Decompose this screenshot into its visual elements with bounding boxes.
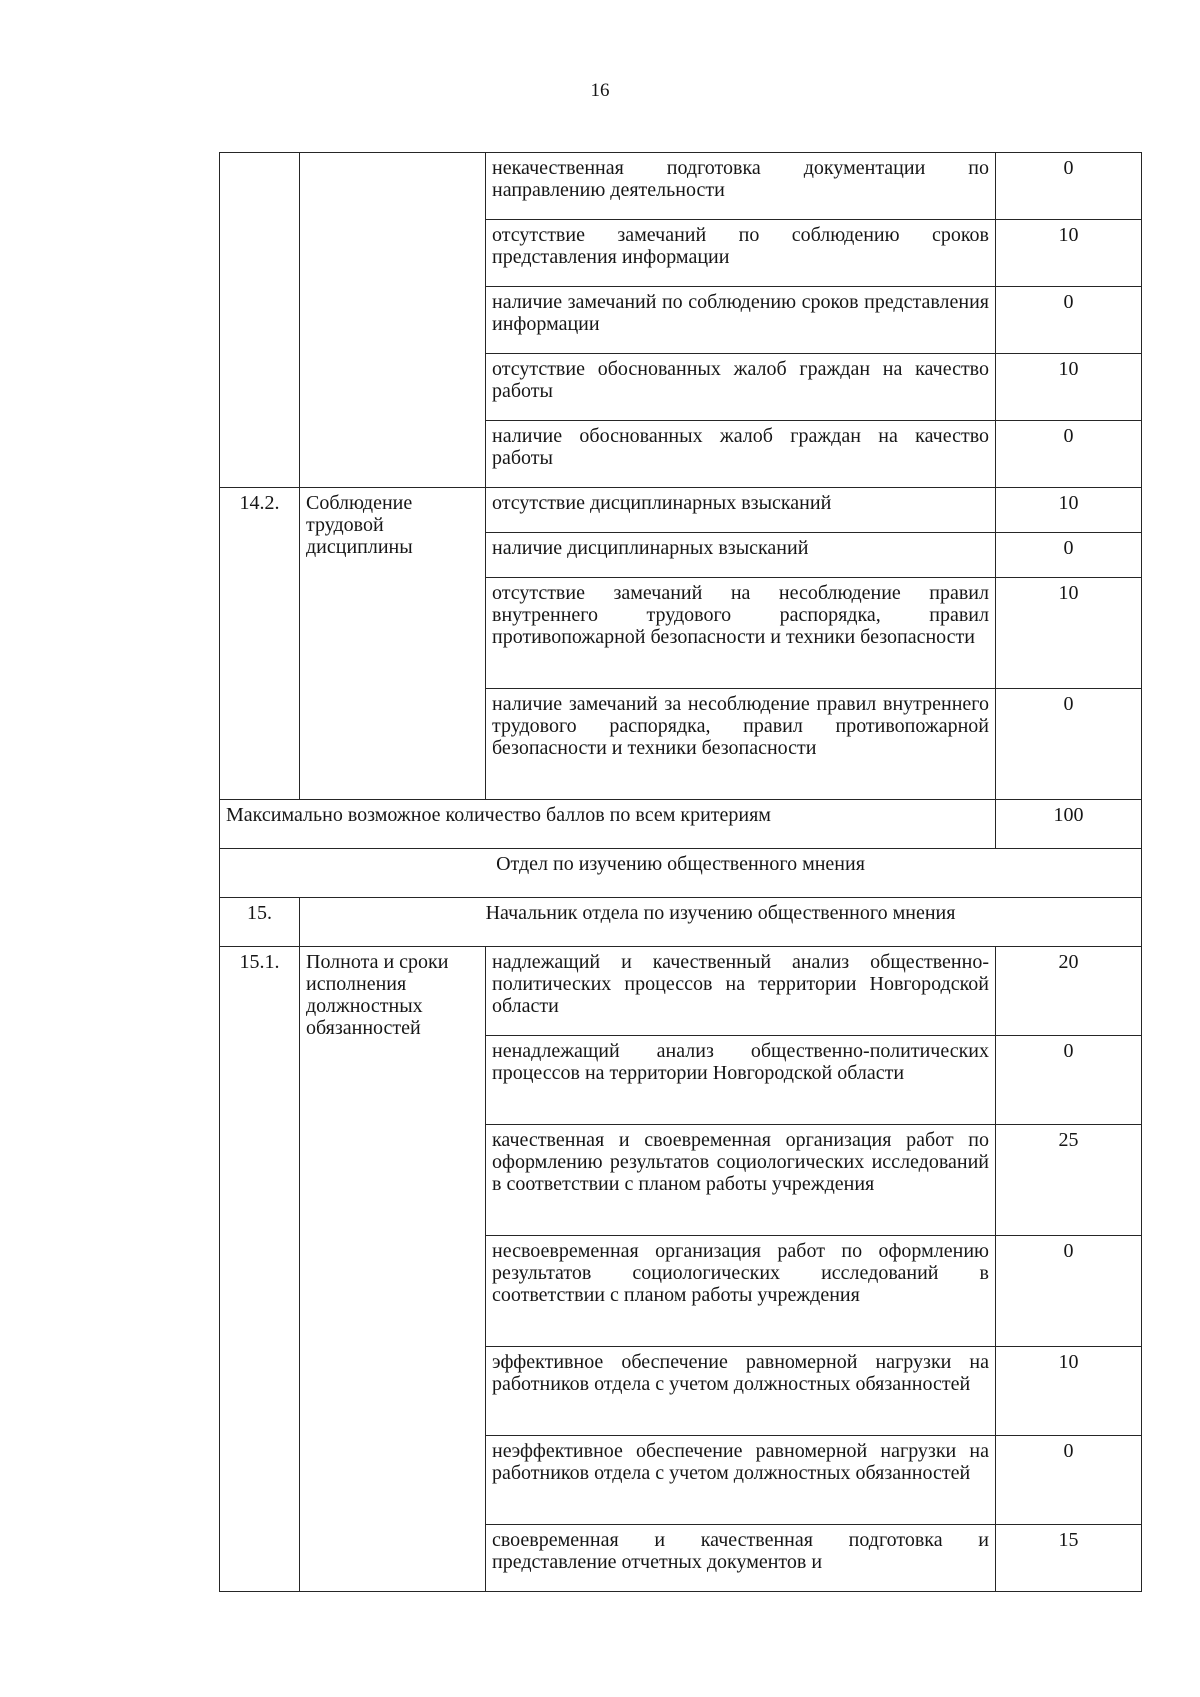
total-row <box>220 800 1142 849</box>
table-row <box>220 488 1142 533</box>
score-cell: 10 <box>996 220 1142 287</box>
table-row <box>220 153 1142 220</box>
indicator-cell: наличие обоснованных жалоб граждан на качество работы <box>486 421 996 488</box>
criterion-name: Полнота и сроки исполнения должностных обязанностей <box>300 947 486 1592</box>
score-cell: 10 <box>996 578 1142 689</box>
criteria-table <box>219 152 1142 1592</box>
score-cell: 10 <box>996 488 1142 533</box>
indicator-cell: наличие замечаний за несоблюдение правил внутреннего трудового распорядка, правил противопожарной безопасности и техники безопасности <box>486 689 996 800</box>
criterion-cell-empty <box>300 153 486 488</box>
number-cell-empty <box>220 153 300 488</box>
score-cell: 0 <box>996 287 1142 354</box>
position-row <box>220 898 1142 947</box>
indicator-cell: эффективное обеспечение равномерной нагрузки на работников отдела с учетом должностных обязанностей <box>486 1347 996 1436</box>
score-cell: 0 <box>996 1036 1142 1125</box>
score-cell: 0 <box>996 153 1142 220</box>
indicator-cell: качественная и своевременная организация работ по оформлению результатов социологических исследований в соответствии с планом работы учреждения <box>486 1125 996 1236</box>
indicator-cell: отсутствие обоснованных жалоб граждан на качество работы <box>486 354 996 421</box>
score-cell: 20 <box>996 947 1142 1036</box>
page-number: 16 <box>590 80 610 101</box>
score-cell: 0 <box>996 1436 1142 1525</box>
criteria-table-wrapper <box>219 152 1141 1592</box>
score-cell: 0 <box>996 533 1142 578</box>
criterion-name: Соблюдение трудовой дисциплины <box>300 488 486 800</box>
criterion-number: 14.2. <box>220 488 300 800</box>
score-cell: 10 <box>996 354 1142 421</box>
indicator-cell: своевременная и качественная подготовка и представление отчетных документов и <box>486 1525 996 1592</box>
indicator-cell: ненадлежащий анализ общественно-политических процессов на территории Новгородской области <box>486 1036 996 1125</box>
section-row <box>220 849 1142 898</box>
position-number: 15. <box>220 898 300 947</box>
indicator-cell: неэффективное обеспечение равномерной нагрузки на работников отдела с учетом должностных обязанностей <box>486 1436 996 1525</box>
score-cell: 25 <box>996 1125 1142 1236</box>
indicator-cell: наличие дисциплинарных взысканий <box>486 533 996 578</box>
total-label: Максимально возможное количество баллов по всем критериям <box>220 800 996 849</box>
indicator-cell: отсутствие замечаний на несоблюдение правил внутреннего трудового распорядка, правил противопожарной безопасности и техники безопасности <box>486 578 996 689</box>
indicator-cell: некачественная подготовка документации по направлению деятельности <box>486 153 996 220</box>
total-score: 100 <box>996 800 1142 849</box>
score-cell: 0 <box>996 421 1142 488</box>
indicator-cell: отсутствие замечаний по соблюдению сроков представления информации <box>486 220 996 287</box>
score-cell: 0 <box>996 1236 1142 1347</box>
score-cell: 10 <box>996 1347 1142 1436</box>
score-cell: 15 <box>996 1525 1142 1592</box>
indicator-cell: надлежащий и качественный анализ общественно-политических процессов на территории Новгородской области <box>486 947 996 1036</box>
section-title: Отдел по изучению общественного мнения <box>220 849 1142 898</box>
indicator-cell: наличие замечаний по соблюдению сроков представления информации <box>486 287 996 354</box>
score-cell: 0 <box>996 689 1142 800</box>
indicator-cell: несвоевременная организация работ по оформлению результатов социологических исследований в соответствии с планом работы учреждения <box>486 1236 996 1347</box>
indicator-cell: отсутствие дисциплинарных взысканий <box>486 488 996 533</box>
position-title: Начальник отдела по изучению общественного мнения <box>300 898 1142 947</box>
table-row <box>220 947 1142 1036</box>
criterion-number: 15.1. <box>220 947 300 1592</box>
